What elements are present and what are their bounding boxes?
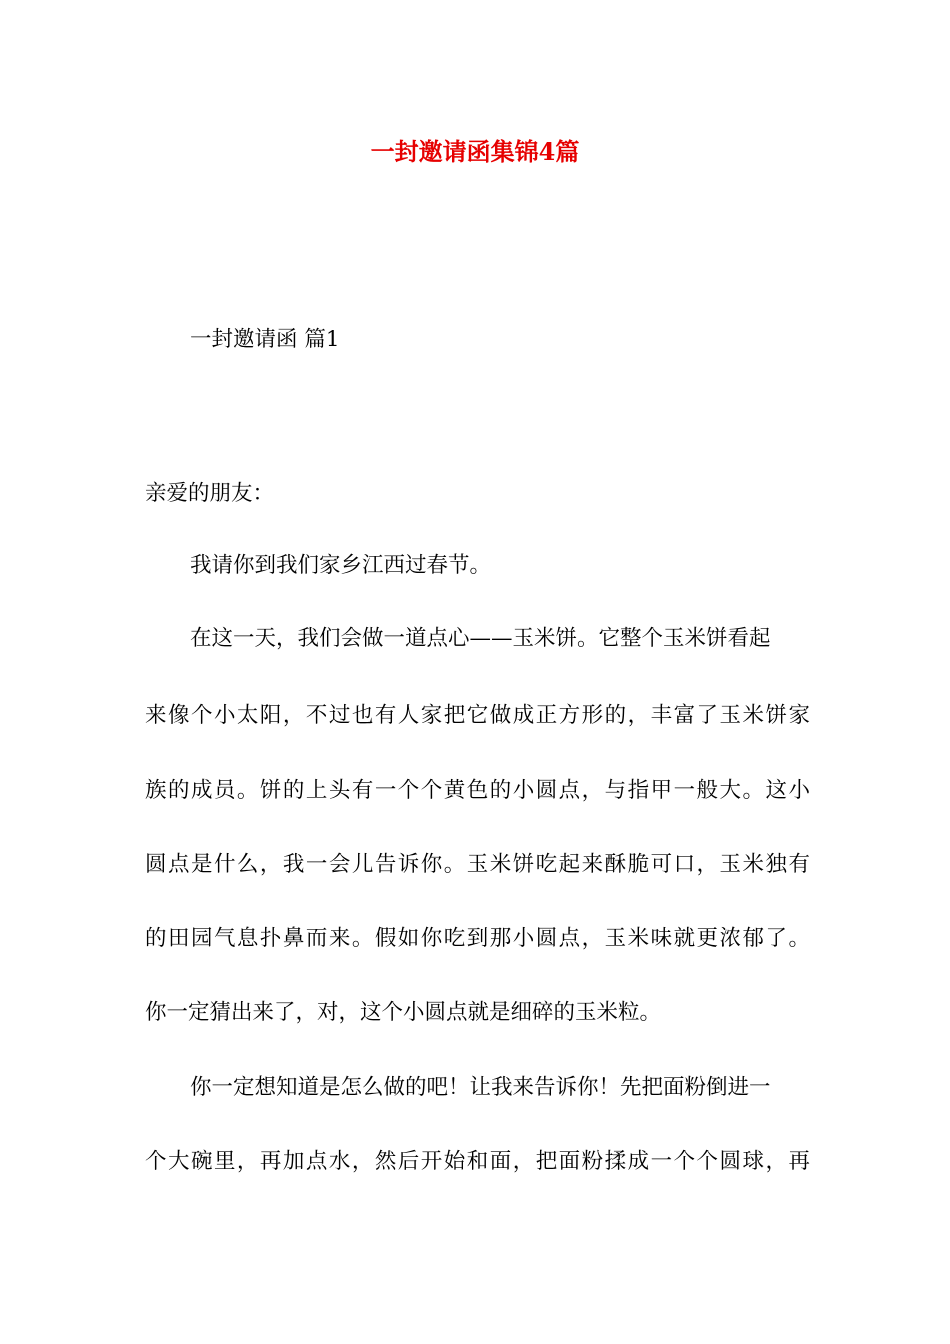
paragraph-2-line-1: 在这一天，我们会做一道点心——玉米饼。它整个玉米饼看起	[190, 626, 771, 651]
paragraph-3-line-1: 你一定想知道是怎么做的吧！让我来告诉你！先把面粉倒进一	[190, 1075, 771, 1100]
paragraph-1-line-1: 我请你到我们家乡江西过春节。	[190, 553, 492, 578]
salutation-line: 亲爱的朋友：	[145, 481, 275, 506]
paragraph-2-line-4: 圆点是什么，我一会儿告诉你。玉米饼吃起来酥脆可口，玉米独有	[145, 852, 810, 877]
paragraph-2-line-3: 族的成员。饼的上头有一个个黄色的小圆点，与指甲一般大。这小	[145, 778, 810, 803]
paragraph-2-line-5: 的田园气息扑鼻而来。假如你吃到那小圆点，玉米味就更浓郁了。	[145, 926, 810, 951]
paragraph-2-line-6: 你一定猜出来了，对，这个小圆点就是细碎的玉米粒。	[145, 1000, 662, 1025]
paragraph-2-line-2: 来像个小太阳，不过也有人家把它做成正方形的，丰富了玉米饼家	[145, 703, 810, 728]
paragraph-3-line-2: 个大碗里，再加点水，然后开始和面，把面粉揉成一个个圆球，再	[145, 1149, 810, 1174]
section-heading: 一封邀请函 篇1	[190, 327, 340, 352]
document-title: 一封邀请函集锦4篇	[370, 137, 580, 166]
